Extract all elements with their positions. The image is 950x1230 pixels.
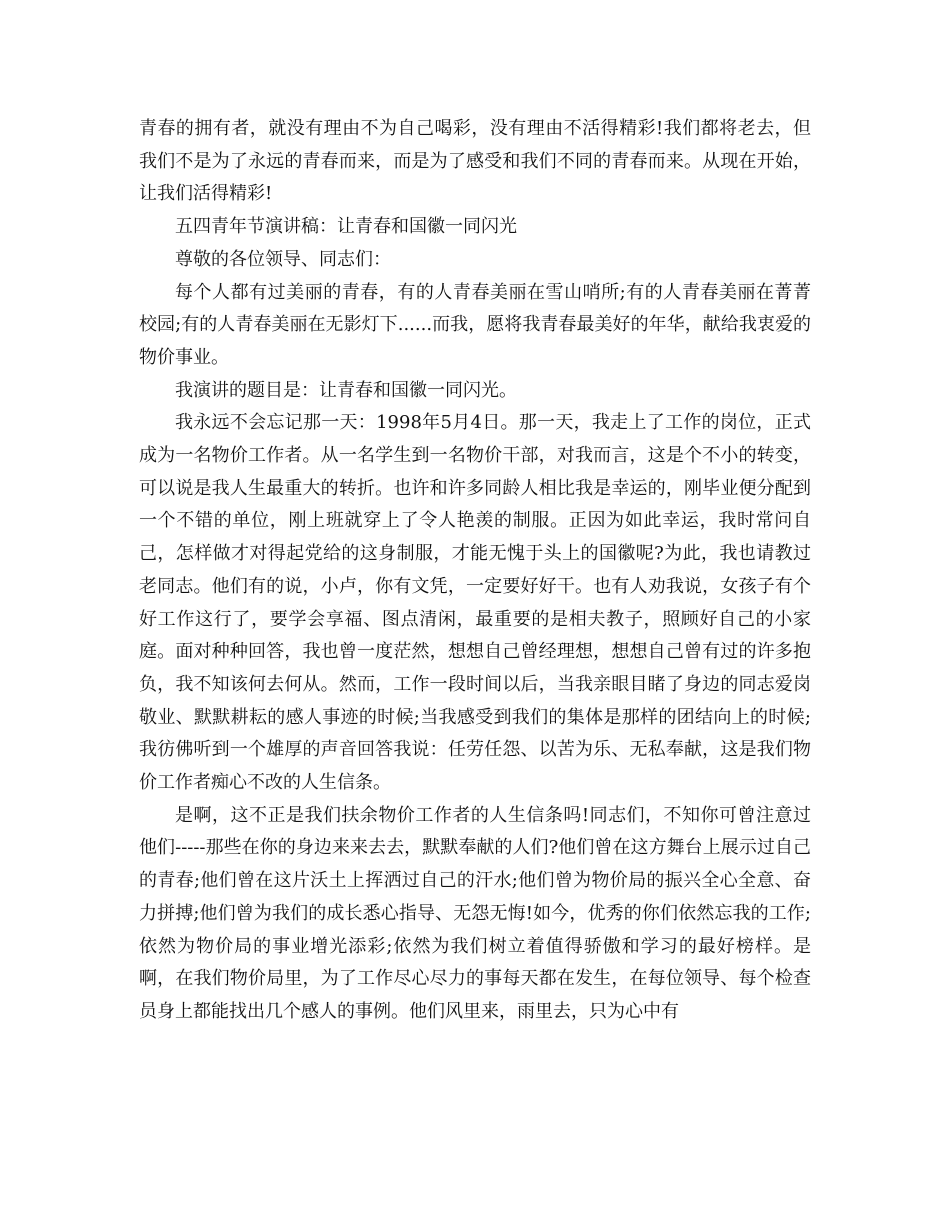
- speech-title: 五四青年节演讲稿：让青春和国徽一同闪光: [175, 216, 517, 238]
- paragraph-topic: 我演讲的题目是：让青春和国徽一同闪光。: [175, 379, 517, 401]
- salutation: 尊敬的各位领导、同志们：: [175, 248, 391, 270]
- paragraph-youth: 每个人都有过美丽的青春，有的人青春美丽在雪山哨所;有的人青春美丽在菁菁校园;有的人青春美丽在无影灯下......而我，愿将我青春最美好的年华，献给我衷爱的物价事业。: [139, 281, 811, 368]
- document-body: [139, 113, 811, 1029]
- paragraph-colleagues: 是啊，这不正是我们扶余物价工作者的人生信条吗!同志们，不知你可曾注意过他们-----那些在你的身边来来去去，默默奉献的人们?他们曾在这方舞台上展示过自己的青春;他们曾在这片沃土上挥洒过自己的汗水;他们曾为物价局的振兴全心全意、奋力拼搏;他们曾为我们的成长悉心指导、无怨无悔!如今，优秀的你们依然忘我的工作;依然为物价局的事业增光添彩;依然为我们树立着值得骄傲和学习的最好榜样。是啊，在我们物价局里，为了工作尽心尽力的事每天都在发生，在每位领导、每个检查员身上都能找出几个感人的事例。他们风里来，雨里去，只为心中有: [139, 804, 811, 1022]
- paragraph-career-start: 我永远不会忘记那一天：1998年5月4日。那一天，我走上了工作的岗位，正式成为一名物价工作者。从一名学生到一名物价干部，对我而言，这是个不小的转变，可以说是我人生最重大的转折。也许和许多同龄人相比我是幸运的，刚毕业便分配到一个不错的单位，刚上班就穿上了令人艳羡的制服。正因为如此幸运，我时常问自己，怎样做才对得起党给的这身制服，才能无愧于头上的国徽呢?为此，我也请教过老同志。他们有的说，小卢，你有文凭，一定要好好干。也有人劝我说，女孩子有个好工作这行了，要学会享福、图点清闲，最重要的是相夫教子，照顾好自己的小家庭。面对种种回答，我也曾一度茫然，想想自己曾经理想，想想自己曾有过的许多抱负，我不知该何去何从。然而，工作一段时间以后，当我亲眼目睹了身边的同志爱岗敬业、默默耕耘的感人事迹的时候;当我感受到我们的集体是那样的团结向上的时候;我彷佛听到一个雄厚的声音回答我说：任劳任怨、以苦为乐、无私奉献，这是我们物价工作者痴心不改的人生信条。: [139, 412, 811, 794]
- paragraph-opening-conclusion: 青春的拥有者，就没有理由不为自己喝彩，没有理由不活得精彩!我们都将老去，但我们不是为了永远的青春而来，而是为了感受和我们不同的青春而来。从现在开始，让我们活得精彩!: [139, 118, 811, 205]
